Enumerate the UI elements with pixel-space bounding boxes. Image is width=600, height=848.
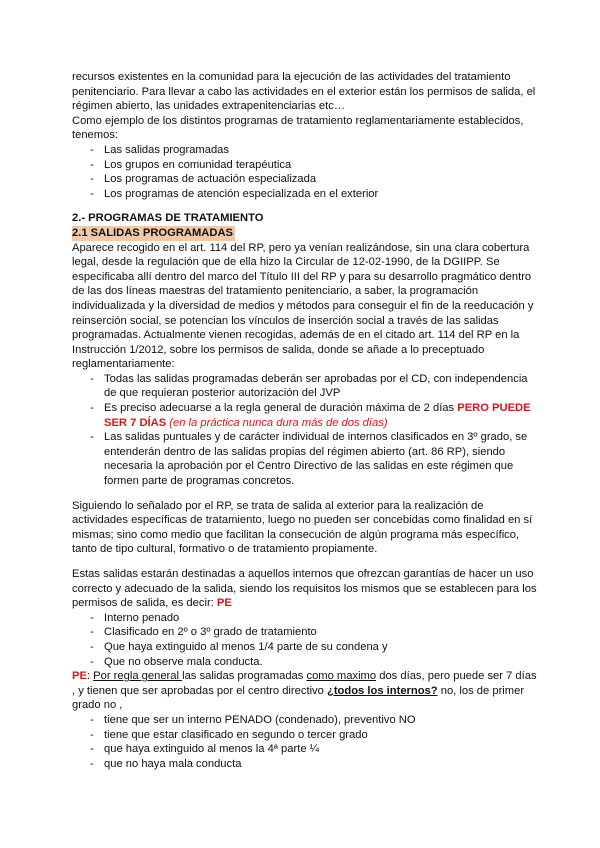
underlined-text: como maximo xyxy=(306,670,377,683)
requirements-list xyxy=(72,611,540,669)
list-item-text: Es preciso adecuarse a la regla general de duración máxima de 2 días xyxy=(104,402,458,415)
list-item: - tiene que estar clasificado en segundo o tercer grado xyxy=(72,728,540,743)
list-item xyxy=(72,401,540,430)
list-item: - tiene que ser un interno PENADO (condenado), preventivo NO xyxy=(72,713,540,728)
list-item: - Todas las salidas programadas deberán ser aprobadas por el CD, con independencia de que requieran posterior autorización del JVP xyxy=(72,372,540,401)
document-page xyxy=(72,70,540,771)
list-item: - Las salidas puntuales y de carácter individual de internos clasificados en 3º grado, se entenderán dentro de las salidas propias del régimen abierto (art. 86 RP), siendo necesaria la aprobación por el Centro Directivo de las salidas en este régimen que formen parte de programas concretos. xyxy=(72,430,540,488)
instruction-list xyxy=(72,372,540,489)
programs-intro: Como ejemplo de los distintos programas de tratamiento reglamentariamente establecidos, tenemos: xyxy=(72,114,524,142)
section-heading: 2.- PROGRAMAS DE TRATAMIENTO xyxy=(72,212,264,225)
intro-paragraph: recursos existentes en la comunidad para la ejecución de las actividades del tratamiento penitenciario. Para llevar a cabo las actividades en el exterior están los permisos de salida, el régimen abierto, las unidades extrapenitenciarias etc… xyxy=(72,71,536,113)
list-item: - Clasificado en 2º o 3º grado de tratamiento xyxy=(72,625,540,640)
paragraph-text: no, los de primer grado no , xyxy=(72,684,525,712)
bold-underlined-question: ¿todos los internos? xyxy=(326,684,438,697)
pe-marker: PE xyxy=(216,597,232,610)
subsection-heading: 2.1 SALIDAS PROGRAMADAS xyxy=(72,226,233,239)
list-item: - que haya extinguido al menos la 4ª parte ¼ xyxy=(72,742,540,757)
list-item: - Que haya extinguido al menos 1/4 parte de su condena y xyxy=(72,640,540,655)
list-item: - Las salidas programadas xyxy=(72,143,540,158)
note-italic: (en la práctica nunca dura más de dos días) xyxy=(169,416,388,429)
paragraph-text: las salidas programadas xyxy=(182,670,307,683)
underlined-text: Por regla general xyxy=(93,670,183,683)
list-item: - Que no observe mala conducta. xyxy=(72,655,540,670)
paragraph-text: dos días, pero puede ser 7 días , y tienen que ser aprobadas por el centro directivo xyxy=(72,670,537,697)
pe-label: PE xyxy=(72,670,87,683)
conditions-list xyxy=(72,713,540,771)
highlight-red: PERO PUEDE SER 7 DÍAS xyxy=(104,402,531,429)
list-item: - Interno penado xyxy=(72,611,540,626)
section-paragraph: Aparece recogido en el art. 114 del RP, pero ya venían realizándose, sin una clara cobertura legal, desde la regulación que de ella hizo la Circular de 12-02-1990, de la DGIIPP. Se especificaba allí dentro del marco del Título III del RP y para su desarrollo pragmático dentro de las dos líneas maestras del tratamiento penitenciario, a saber, la programación individualizada y la diversidad de medios y métodos para conseguir el fin de la reeducación y reinserción social, se potencian los vínculos de inserción social a través de las salidas programadas. Actualmente vienen recogidas, además de en el citado art. 114 del RP en la Instrucción 1/2012, sobre los permisos de salida, donde se añade a lo preceptuado reglamentariamente: xyxy=(72,241,534,371)
colon: : xyxy=(86,670,94,683)
section-paragraph: Siguiendo lo señalado por el RP, se trata de salida al exterior para la realización de actividades específicas de tratamiento, luego no pueden ser concebidas como finalidad en sí mismas; sino como medio que facilitan la consecución de algún programa más específico, tanto de tipo cultural, formativo o de tratamiento propiamente. xyxy=(72,499,533,556)
pe-paragraph xyxy=(72,669,540,713)
list-item: - Los programas de atención especializada en el exterior xyxy=(72,187,540,202)
list-item: - Los grupos en comunidad terapéutica xyxy=(72,158,540,173)
programs-list xyxy=(72,143,540,201)
paragraph-text: Estas salidas estarán destinadas a aquellos internos que ofrezcan garantías de hacer un uso correcto y adecuado de la salida, siendo los requisitos los mismos que se establecen para los permisos de salida, es decir: xyxy=(72,568,537,610)
section-paragraph xyxy=(72,567,540,611)
list-item: - que no haya mala conducta xyxy=(72,757,540,772)
list-item: - Los programas de actuación especializada xyxy=(72,172,540,187)
